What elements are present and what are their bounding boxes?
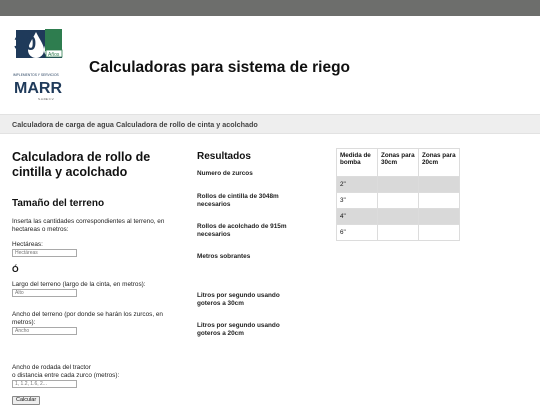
table-cell [378, 177, 419, 193]
table-cell: 6" [337, 225, 378, 241]
nav-link-carga-agua[interactable]: Calculadora de carga de agua [12, 120, 114, 129]
table-cell [378, 193, 419, 209]
calculate-button[interactable]: Calcular [12, 396, 40, 405]
column-header-medida: Medida de bomba [337, 149, 378, 177]
table-header-row [337, 149, 460, 177]
table-row [337, 209, 460, 225]
table-row [337, 225, 460, 241]
result-label-rollos-cintilla: Rollos de cintilla de 3048m necesarios [197, 193, 279, 208]
width-input[interactable] [12, 327, 77, 335]
table-cell [419, 177, 460, 193]
top-bar [0, 0, 540, 16]
table-cell: 3" [337, 193, 378, 209]
table-cell [419, 209, 460, 225]
calculator-title: Calculadora de rollo de cintilla y acolchado [12, 150, 151, 179]
length-input[interactable] [12, 289, 77, 297]
width-label: Ancho del terreno (por donde se harán los zurcos, en metros): [12, 311, 163, 326]
marr-logo [12, 28, 70, 102]
svg-text:MARR: MARR [14, 80, 62, 97]
table-cell [378, 209, 419, 225]
section-title: Tamaño del terreno [12, 198, 105, 209]
table-cell: 2" [337, 177, 378, 193]
result-label-litros-30cm: Litros por segundo usando goteros a 30cm [197, 292, 280, 307]
hectares-input[interactable] [12, 249, 77, 257]
table-cell: 4" [337, 209, 378, 225]
table-row [337, 193, 460, 209]
nav-link-rollo-cinta[interactable]: Calculadora de rollo de cinta y acolchado [116, 120, 258, 129]
result-label-zurcos: Numero de zurcos [197, 170, 253, 177]
instructions-text: Inserta las cantidades correspondientes al terreno, en hectareas o metros: [12, 218, 165, 233]
column-header-zonas-20: Zonas para 20cm [419, 149, 460, 177]
hectares-label: Hectáreas: [12, 241, 43, 248]
column-header-zonas-30: Zonas para 30cm [378, 149, 419, 177]
result-label-rollos-acolchado: Rollos de acolchado de 915m necesarios [197, 223, 287, 238]
length-label: Largo del terreno (largo de la cinta, en metros): [12, 281, 146, 288]
result-label-litros-20cm: Litros por segundo usando goteros a 20cm [197, 322, 280, 337]
tractor-width-input[interactable] [12, 380, 77, 388]
svg-text:IMPLEMENTOS Y SERVICIOS: IMPLEMENTOS Y SERVICIOS [13, 73, 59, 77]
table-cell [419, 193, 460, 209]
table-cell [378, 225, 419, 241]
result-label-metros-sobrantes: Metros sobrantes [197, 253, 251, 260]
table-cell [419, 225, 460, 241]
table-row [337, 177, 460, 193]
page-title: Calculadoras para sistema de riego [89, 59, 351, 76]
nav-bar [0, 114, 540, 134]
or-separator: Ó [12, 264, 19, 274]
results-title: Resultados [197, 151, 251, 162]
tractor-label-line-1: Ancho de rodada del tractor [12, 364, 91, 371]
tractor-label-line-2: o distancia entre cada zurco (metros): [12, 372, 120, 379]
svg-text:S.A.DE C.V.: S.A.DE C.V. [38, 97, 55, 101]
svg-text:30: 30 [14, 33, 37, 55]
pump-zones-table [336, 148, 460, 241]
svg-text:Años: Años [48, 52, 60, 58]
